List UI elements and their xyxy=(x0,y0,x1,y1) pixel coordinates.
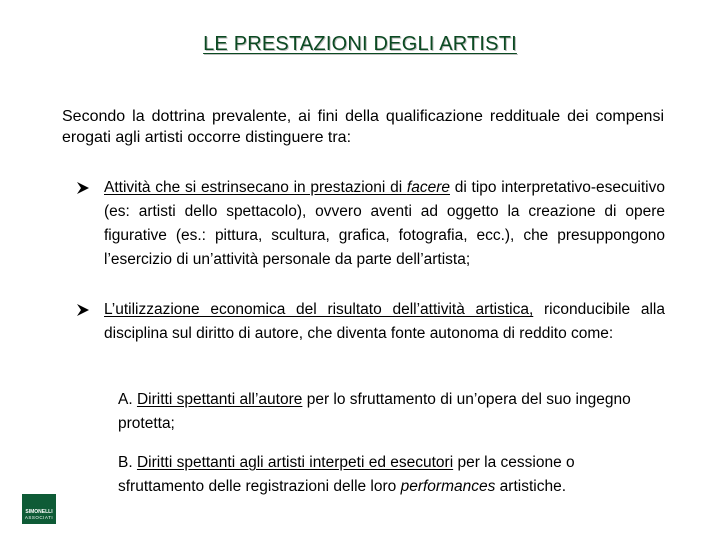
sub-item-b-underlined-text: Diritti spettanti agli artisti interpeti ed esecutori xyxy=(136,454,454,471)
company-logo xyxy=(22,494,56,524)
sub-item-b-marker: B. xyxy=(118,454,133,471)
sub-item-a-underlined-text: Diritti spettanti all’autore xyxy=(136,391,303,408)
logo-line-2: ASSOCIATI xyxy=(24,515,54,520)
intro-paragraph: Secondo la dottrina prevalente, ai fini della qualificazione reddituale dei compensi erogati agli artisti occorre distinguere tra: xyxy=(62,108,664,146)
bullet-1-italic-text: facere xyxy=(406,179,450,196)
bullet-2-underlined-text: L’utilizzazione economica del risultato dell’attività artistica, xyxy=(104,301,534,318)
bullet-1-underlined-text: Attività che si estrinsecano in prestazioni di facere xyxy=(104,179,450,196)
sub-item-a-rest-text: per lo sfruttamento di un’opera del suo ingegno protetta; xyxy=(118,391,631,432)
sub-item-a-marker: A. xyxy=(118,391,133,408)
sub-item-b-end-text: artistiche. xyxy=(495,478,566,495)
bullet-1-rest-text: di tipo interpretativo-esecuitivo (es: artisti dello spettacolo), ovvero aventi ad oggetto la creazione di opere figurative (es.: pittura, scultura, grafica, fotografia, ecc.), che presuppongono l’esercizio di un’attività personale da parte dell’artista; xyxy=(104,179,665,268)
sub-item-b-italic-text: performances xyxy=(400,478,496,495)
bullet-2-rest-text: riconducibile alla disciplina sul diritto di autore, che diventa fonte autonoma di reddito come: xyxy=(104,301,665,342)
sub-item-b xyxy=(118,451,658,499)
arrow-bullet-icon xyxy=(76,303,90,317)
sub-item-a xyxy=(118,388,658,436)
page-title: LE PRESTAZIONI DEGLI ARTISTI xyxy=(203,33,517,55)
sub-item-b-rest-text: per la cessione o sfruttamento delle registrazioni delle loro xyxy=(118,454,575,495)
bullet-item-2 xyxy=(104,298,665,346)
arrow-bullet-icon xyxy=(76,181,90,195)
bullet-item-1 xyxy=(104,176,665,272)
logo-line-1: SIMONELLI xyxy=(25,509,53,515)
